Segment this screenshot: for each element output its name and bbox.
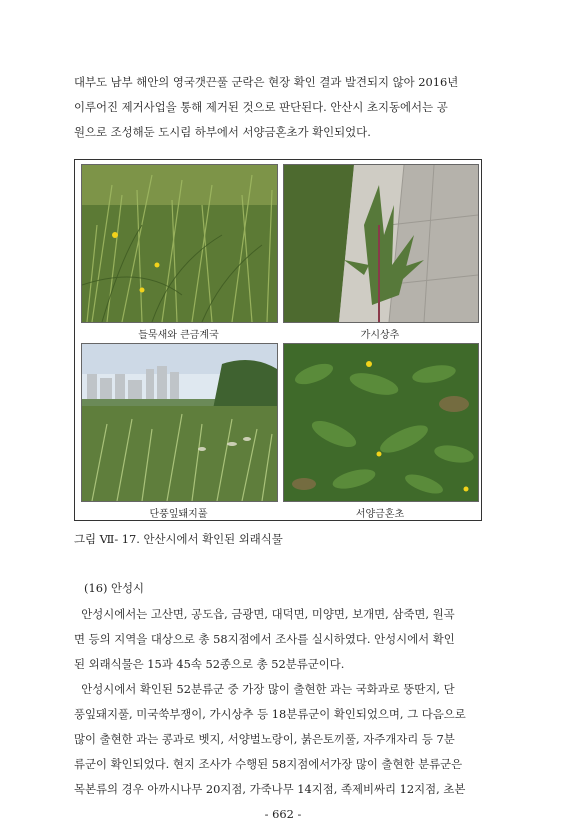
photo-figure — [74, 159, 482, 521]
photo-grass-coreopsis — [81, 164, 278, 323]
text-line: 안성시에서는 고산면, 공도읍, 금광면, 대덕면, 미양면, 보개면, 삼죽면, 원곡 — [74, 607, 455, 621]
photo-prickly-lettuce — [283, 164, 479, 323]
text-line: 원으로 조성해둔 도시림 하부에서 서양금혼초가 확인되었다. — [74, 125, 371, 139]
text-line: 많이 출현한 과는 콩과로 벳지, 서양벌노랑이, 붉은토끼풀, 자주개자리 등 7분 — [74, 732, 455, 746]
photo-caption: 단풍잎돼지풀 — [149, 509, 208, 520]
photo-caption: 서양금혼초 — [355, 509, 405, 520]
text-line: 목본류의 경우 아까시나무 20지점, 가죽나무 14지점, 족제비싸리 12지점, 초본 — [74, 782, 466, 796]
section-heading: (16) 안성시 — [84, 581, 145, 595]
photo-caption: 들묵새와 큰금계국 — [138, 330, 219, 341]
text-line: 대부도 남부 해안의 영국갯끈풀 군락은 현장 확인 결과 발견되지 않아 2016년 — [74, 75, 459, 89]
photo-catsear — [283, 343, 479, 502]
text-line: 안성시에서 확인된 52분류군 중 가장 많이 출현한 과는 국화과로 뚱딴지, 단 — [74, 682, 455, 696]
text-line: 이루어진 제거사업을 통해 제거된 것으로 판단된다. 안산시 초지동에서는 공 — [74, 100, 448, 114]
figure-caption: 그림 Ⅶ- 17. 안산시에서 확인된 외래식물 — [74, 532, 283, 546]
photo-caption: 가시상추 — [360, 330, 400, 341]
photo-giant-ragweed — [81, 343, 278, 502]
text-line: 된 외래식물은 15과 45속 52종으로 총 52분류군이다. — [74, 657, 345, 671]
body-paragraph — [74, 602, 492, 802]
text-line: 풍잎돼지풀, 미국쑥부쟁이, 가시상추 등 18분류군이 확인되었으며, 그 다음으로 — [74, 707, 466, 721]
text-line: 면 등의 지역을 대상으로 총 58지점에서 조사를 실시하였다. 안성시에서 확인 — [74, 632, 455, 646]
page-number: - 662 - — [264, 807, 302, 821]
text-line: 류군이 확인되었다. 현지 조사가 수행된 58지점에서가장 많이 출현한 분류군은 — [74, 757, 463, 771]
intro-paragraph — [74, 70, 492, 145]
